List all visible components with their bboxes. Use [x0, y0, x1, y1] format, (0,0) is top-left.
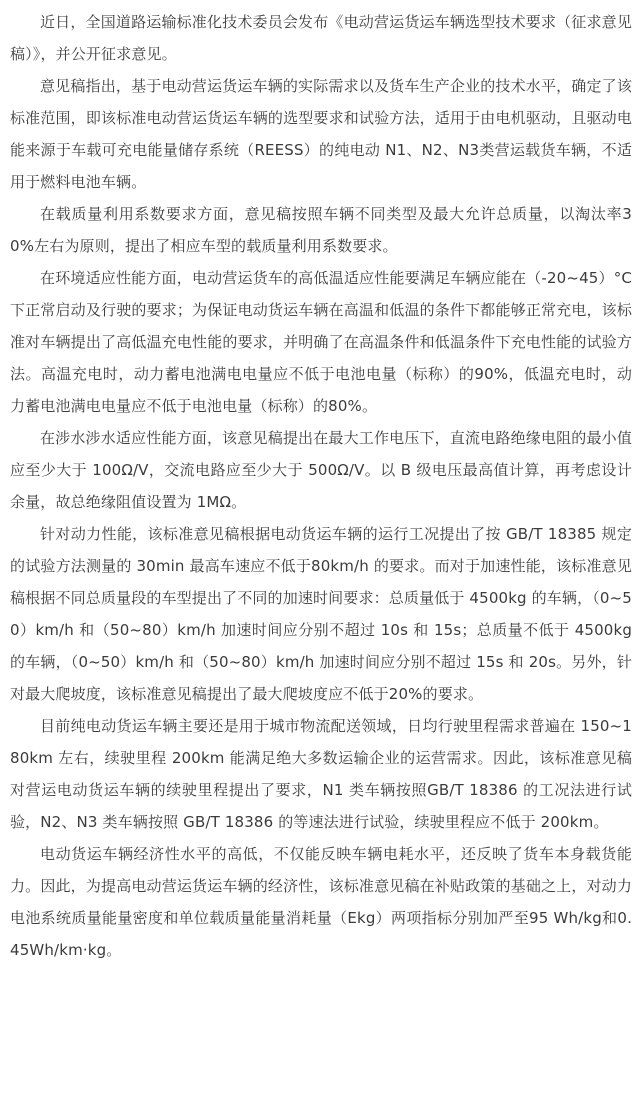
paragraph-driving-range: 目前纯电动货运车辆主要还是用于城市物流配送领域，日均行驶里程需求普遍在 150~180km 左右，续驶里程 200km 能满足绝大多数运输企业的运营需求。因此，该标准意见稿对营运电动货运车辆的续驶里程提出了要求，N1 类车辆按照GB/T 18386 的工况法进行试验，N2、N3 类车辆按照 GB/T 18386 的等速法进行试验，续驶里程应不低于 200km。 — [10, 717, 632, 831]
paragraph-power-performance: 针对动力性能，该标准意见稿根据电动货运车辆的运行工况提出了按 GB/T 18385 规定的试验方法测量的 30min 最高车速应不低于80km/h 的要求。而对于加速性能，该标准意见稿根据不同总质量段的车型提出了不同的加速时间要求：总质量低于 4500kg 的车辆，（0~50）km/h 和（50~80）km/h 加速时间应分别不超过 10s 和 15s；总质量不低于 4500kg 的车辆，（0~50）km/h 和（50~80）km/h 加速时间应分别不超过 15s 和 20s。另外，针对最大爬坡度，该标准意见稿提出了最大爬坡度应不低于20%的要求。 — [10, 525, 632, 703]
paragraph-economy: 电动货运车辆经济性水平的高低，不仅能反映车辆电耗水平，还反映了货车本身载货能力。因此，为提高电动营运货运车辆的经济性，该标准意见稿在补贴政策的基础之上，对动力电池系统质量能量密度和单位载质量能量消耗量（Ekg）两项指标分别加严至95 Wh/kg和0.45Wh/km·kg。 — [10, 845, 632, 959]
paragraph-load-utilization: 在载质量利用系数要求方面，意见稿按照车辆不同类型及最大允许总质量，以淘汰率30%左右为原则，提出了相应车型的载质量利用系数要求。 — [10, 205, 632, 255]
paragraph-wading-adaptability: 在涉水涉水适应性能方面，该意见稿提出在最大工作电压下，直流电路绝缘电阻的最小值应至少大于 100Ω/V，交流电路应至少大于 500Ω/V。以 B 级电压最高值计算，再考虑设计余量，故总绝缘阻值设置为 1MΩ。 — [10, 429, 632, 511]
paragraph-scope: 意见稿指出，基于电动营运货运车辆的实际需求以及货车生产企业的技术水平，确定了该标准范围，即该标准电动营运货运车辆的选型要求和试验方法，适用于由电机驱动，且驱动电能来源于车载可充电能量储存系统（REESS）的纯电动 N1、N2、N3类营运载货车辆，不适用于燃料电池车辆。 — [10, 77, 632, 191]
paragraph-environment-adaptability: 在环境适应性能方面，电动营运货车的高低温适应性能要满足车辆应能在（-20~45）°C下正常启动及行驶的要求；为保证电动货运车辆在高温和低温的条件下都能够正常充电，该标准对车辆提出了高低温充电性能的要求，并明确了在高温条件和低温条件下充电性能的试验方法。高温充电时，动力蓄电池满电电量应不低于电池电量（标称）的90%，低温充电时，动力蓄电池满电电量应不低于电池电量（标称）的80%。 — [10, 269, 632, 415]
article-body — [10, 6, 632, 966]
paragraph-intro: 近日，全国道路运输标准化技术委员会发布《电动营运货运车辆选型技术要求（征求意见稿）》，并公开征求意见。 — [10, 13, 632, 63]
